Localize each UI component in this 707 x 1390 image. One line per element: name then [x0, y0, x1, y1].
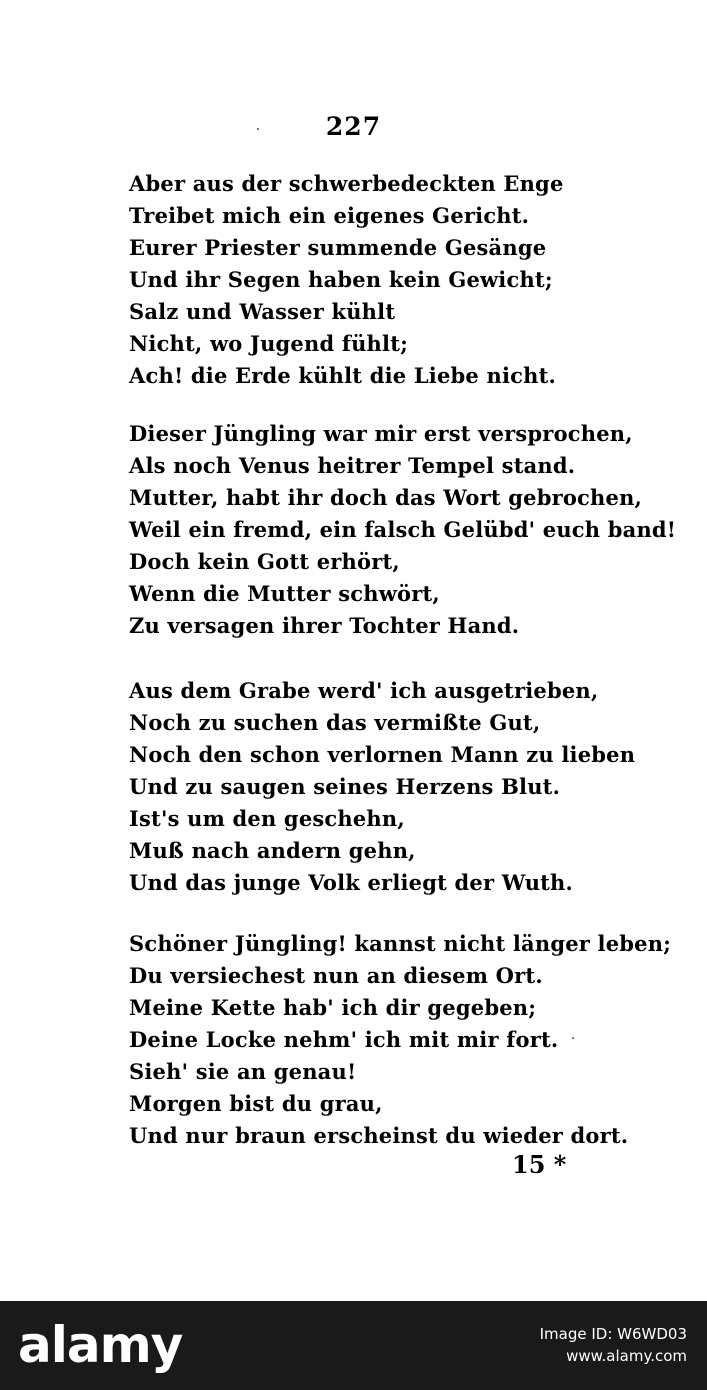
verse-line: Zu versagen ihrer Tochter Hand. [129, 613, 520, 638]
stanza-2 [129, 418, 676, 642]
watermark-footer [0, 1301, 707, 1390]
verse-line: Du versiechest nun an diesem Ort. [129, 963, 543, 988]
ink-speck [257, 128, 259, 130]
verse-line: Aber aus der schwerbedeckten Enge [129, 171, 564, 196]
verse-line: Salz und Wasser kühlt [129, 299, 396, 324]
stanza-3 [129, 675, 635, 899]
verse-line: Meine Kette hab' ich dir gegeben; [129, 995, 537, 1020]
verse-line: Dieser Jüngling war mir erst versprochen, [129, 421, 633, 446]
stanza-4 [129, 928, 671, 1152]
verse-line: Muß nach andern gehn, [129, 838, 416, 863]
signature-mark: 15 * [512, 1150, 567, 1179]
verse-line: Noch den schon verlornen Mann zu lieben [129, 742, 636, 767]
verse-line: Und das junge Volk erliegt der Wuth. [129, 870, 574, 895]
verse-line: Treibet mich ein eigenes Gericht. [129, 203, 530, 228]
stanza-1 [129, 168, 564, 392]
verse-line: Ach! die Erde kühlt die Liebe nicht. [129, 363, 557, 388]
verse-line: Und nur braun erscheinst du wieder dort. [129, 1123, 629, 1148]
verse-line: Aus dem Grabe werd' ich ausgetrieben, [129, 678, 599, 703]
site-url: www.alamy.com [566, 1347, 687, 1365]
verse-line: Ist's um den geschehn, [129, 806, 405, 831]
verse-line: Mutter, habt ihr doch das Wort gebrochen, [129, 485, 643, 510]
verse-line: Nicht, wo Jugend fühlt; [129, 331, 409, 356]
verse-line: Und ihr Segen haben kein Gewicht; [129, 267, 553, 292]
verse-line: Wenn die Mutter schwört, [129, 581, 440, 606]
verse-line: Eurer Priester summende Gesänge [129, 235, 547, 260]
verse-line: Deine Locke nehm' ich mit mir fort. [129, 1027, 559, 1052]
brand-logo: alamy [18, 1316, 183, 1374]
verse-line: Noch zu suchen das vermißte Gut, [129, 710, 541, 735]
image-id: Image ID: W6WD03 [539, 1325, 687, 1343]
verse-line: Sieh' sie an genau! [129, 1059, 357, 1084]
verse-line: Doch kein Gott erhört, [129, 549, 400, 574]
verse-line: Morgen bist du grau, [129, 1091, 383, 1116]
verse-line: Und zu saugen seines Herzens Blut. [129, 774, 561, 799]
page-number: 227 [325, 112, 382, 141]
verse-line: Schöner Jüngling! kannst nicht länger leben; [129, 931, 672, 956]
ink-speck [572, 1037, 574, 1039]
image-reference [540, 1323, 687, 1367]
verse-line: Weil ein fremd, ein falsch Gelübd' euch band! [129, 517, 677, 542]
verse-line: Als noch Venus heitrer Tempel stand. [129, 453, 576, 478]
